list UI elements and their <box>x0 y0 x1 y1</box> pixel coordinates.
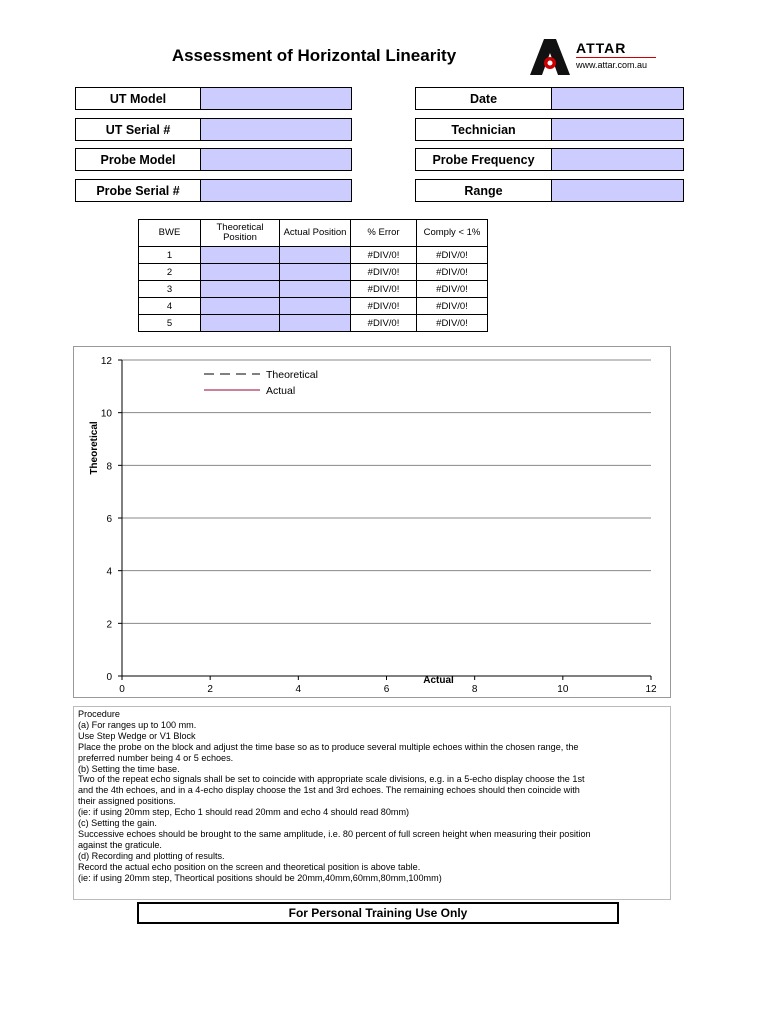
column-header: Actual Position <box>280 220 351 247</box>
comply-cell: #DIV/0! <box>417 315 488 332</box>
field-label: UT Model <box>76 88 201 109</box>
comply-cell: #DIV/0! <box>417 264 488 281</box>
y-tick-label: 0 <box>106 672 112 683</box>
x-tick-label: 10 <box>557 684 569 695</box>
procedure-line: (b) Setting the time base. <box>78 763 180 774</box>
procedure-line: Two of the repeat echo signals shall be set to coincide with appropriate scale divisions, e.g. in a 5-echo display choose the 1st <box>78 774 585 785</box>
range-input[interactable] <box>552 180 683 201</box>
procedure-box <box>73 706 671 900</box>
procedure-line: (d) Recording and plotting of results. <box>78 850 225 861</box>
theoretical-input[interactable] <box>201 281 280 298</box>
field-label: Probe Model <box>76 149 201 170</box>
column-header: BWE <box>139 220 201 247</box>
table-row <box>139 315 488 332</box>
field-technician <box>415 118 684 141</box>
actual-input[interactable] <box>280 264 351 281</box>
x-tick-label: 6 <box>383 684 390 695</box>
field-label: Probe Frequency <box>416 149 552 170</box>
x-tick-label: 0 <box>119 684 125 695</box>
procedure-line: Successive echoes should be brought to the same amplitude, i.e. 80 percent of full screen height when measuring their position <box>78 828 591 839</box>
error-cell: #DIV/0! <box>351 247 417 264</box>
logo-url: www.attar.com.au <box>576 60 648 70</box>
attar-logo-icon <box>530 39 570 75</box>
procedure-line: preferred number being 4 or 5 echoes. <box>78 752 234 763</box>
probe-model-input[interactable] <box>201 149 351 170</box>
y-tick-label: 2 <box>106 619 112 631</box>
field-label: Range <box>416 180 552 201</box>
field-label: UT Serial # <box>76 119 201 140</box>
field-label: Probe Serial # <box>76 180 201 201</box>
procedure-line: (a) For ranges up to 100 mm. <box>78 719 197 730</box>
field-probe-serial <box>75 179 352 202</box>
theoretical-input[interactable] <box>201 315 280 332</box>
field-date <box>415 87 684 110</box>
procedure-line: (c) Setting the gain. <box>78 818 157 829</box>
table-row <box>139 247 488 264</box>
field-probe-model <box>75 148 352 171</box>
theoretical-input[interactable] <box>201 298 280 315</box>
actual-input[interactable] <box>280 315 351 332</box>
x-tick-label: 8 <box>471 684 478 695</box>
date-input[interactable] <box>552 88 683 109</box>
ut-model-input[interactable] <box>201 88 351 109</box>
theoretical-input[interactable] <box>201 247 280 264</box>
actual-input[interactable] <box>280 281 351 298</box>
actual-input[interactable] <box>280 247 351 264</box>
y-tick-label: 10 <box>100 408 112 420</box>
actual-input[interactable] <box>280 298 351 315</box>
column-header: Comply < 1% <box>417 220 488 247</box>
x-axis-label: Actual <box>423 675 454 686</box>
y-axis-label: Theoretical <box>89 421 100 475</box>
x-tick-label: 12 <box>645 684 657 695</box>
chart-plot <box>74 347 670 697</box>
probe-serial-input[interactable] <box>201 180 351 201</box>
field-probe-frequency <box>415 148 684 171</box>
error-cell: #DIV/0! <box>351 281 417 298</box>
logo-text: ATTAR <box>576 40 627 56</box>
bwe-table <box>138 219 488 332</box>
procedure-line: against the graticule. <box>78 839 162 850</box>
procedure-line: (ie: if using 20mm step, Theortical positions should be 20mm,40mm,60mm,80mm,100mm) <box>78 872 442 883</box>
column-header: Theoretical Position <box>201 220 280 247</box>
bwe-cell: 1 <box>139 247 201 264</box>
procedure-line: Record the actual echo position on the screen and theoretical position is above table. <box>78 861 421 872</box>
y-tick-label: 12 <box>100 356 112 367</box>
field-ut-serial <box>75 118 352 141</box>
y-tick-label: 8 <box>106 461 112 473</box>
table-row <box>139 281 488 298</box>
x-tick-label: 2 <box>207 684 213 695</box>
column-header: % Error <box>351 220 417 247</box>
y-tick-label: 4 <box>106 566 112 578</box>
comply-cell: #DIV/0! <box>417 281 488 298</box>
table-header-row <box>139 220 488 247</box>
procedure-line: (ie: if using 20mm step, Echo 1 should read 20mm and echo 4 should read 80mm) <box>78 807 410 818</box>
x-tick-label: 4 <box>295 684 302 695</box>
bwe-cell: 5 <box>139 315 201 332</box>
field-label: Technician <box>416 119 552 140</box>
comply-cell: #DIV/0! <box>417 247 488 264</box>
y-tick-label: 6 <box>106 514 112 525</box>
ut-serial-input[interactable] <box>201 119 351 140</box>
field-label: Date <box>416 88 552 109</box>
bwe-cell: 4 <box>139 298 201 315</box>
linearity-chart <box>73 346 671 698</box>
error-cell: #DIV/0! <box>351 298 417 315</box>
comply-cell: #DIV/0! <box>417 298 488 315</box>
procedure-line: Place the probe on the block and adjust the time base so as to produce several multiple echoes within the chosen range, the <box>78 741 579 752</box>
field-range <box>415 179 684 202</box>
error-cell: #DIV/0! <box>351 264 417 281</box>
probe-frequency-input[interactable] <box>552 149 683 170</box>
table-row <box>139 264 488 281</box>
procedure-line: Procedure <box>78 709 120 719</box>
logo-divider <box>576 57 656 58</box>
procedure-line: Use Step Wedge or V1 Block <box>78 730 196 741</box>
procedure-line: and the 4th echoes, and in a 4-echo display choose the 1st and 3rd echoes. The remaining echoes should then coincide with <box>78 785 580 796</box>
footer-notice: For Personal Training Use Only <box>137 902 619 924</box>
error-cell: #DIV/0! <box>351 315 417 332</box>
legend-label: Actual <box>266 385 296 397</box>
page-title: Assessment of Horizontal Linearity <box>171 46 457 65</box>
bwe-cell: 3 <box>139 281 201 298</box>
technician-input[interactable] <box>552 119 683 140</box>
table-row <box>139 298 488 315</box>
field-ut-model <box>75 87 352 110</box>
theoretical-input[interactable] <box>201 264 280 281</box>
legend-label: Theoretical <box>266 369 318 381</box>
bwe-cell: 2 <box>139 264 201 281</box>
procedure-line: their assigned positions. <box>78 796 176 807</box>
